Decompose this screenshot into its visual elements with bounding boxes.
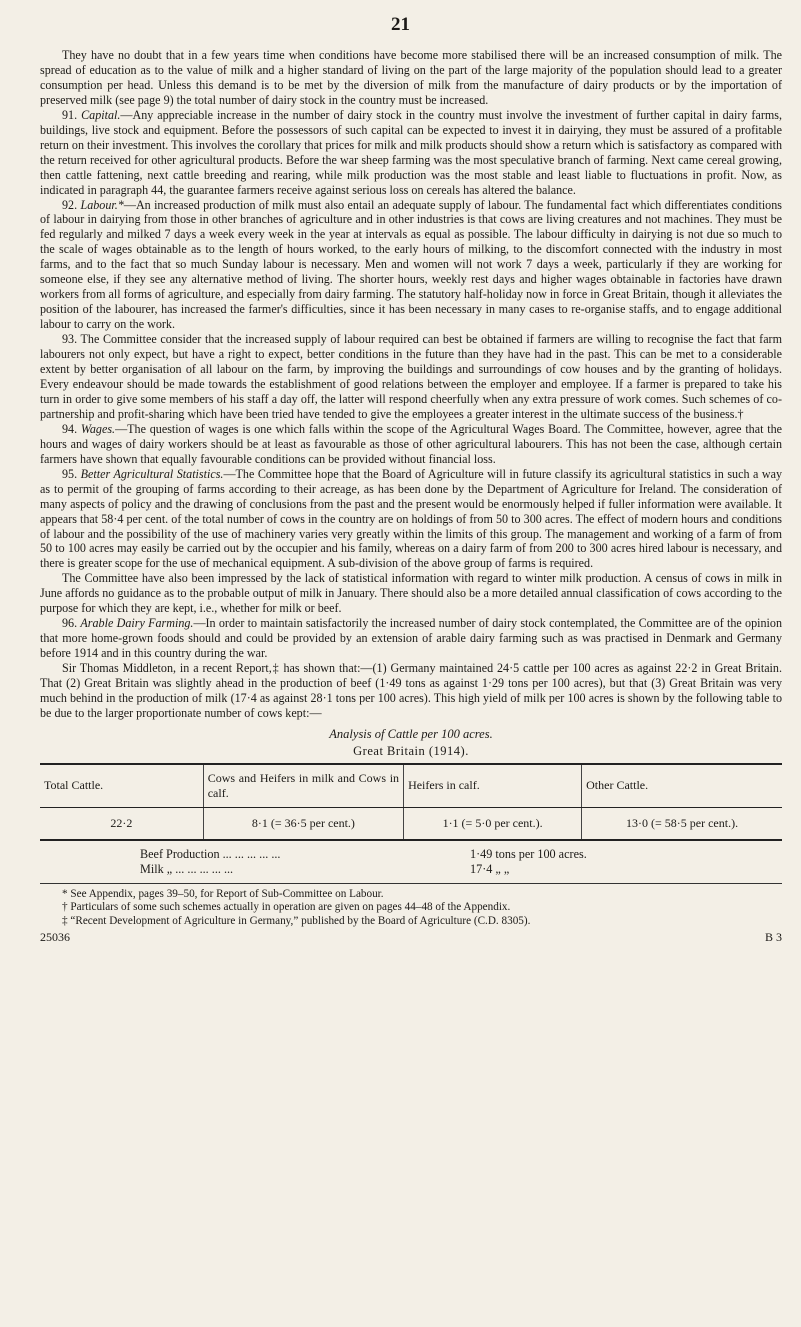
paragraph-96b: Sir Thomas Middleton, in a recent Report,‡ has shown that:—(1) Germany maintained 24·5 cattle per 100 acres as against 22·2 in Great Britain. That (2) Great Britain was slightly ahead in the production of beef (1·49 tons as against 1·29 tons per 100 acres), but that (3) Great Britain was very much behind in the production of milk (17·4 as against 28·1 tons per 100 acres). This high yield of milk per 100 acres is shown by the following table to be due to the larger proportionate number of cows kept:— xyxy=(40,661,782,720)
heading-statistics: Better Agricultural Statistics. xyxy=(80,466,224,481)
footnote: * See Appendix, pages 39–50, for Report of Sub-Committee on Labour. xyxy=(62,887,384,900)
paragraph-94: 94. Wages.—The question of wages is one which falls within the scope of the Agricultural Wages Board. The Committee, however, agree that the hours and wages of dairy workers should be at least as favourable as those of other agricultural labourers. This has not been the case, although certain farmers have shown that equally favourable conditions can be provided without financial loss. xyxy=(40,421,783,466)
heading-wages: Wages. xyxy=(80,421,116,436)
table-cell: 1·1 (= 5·0 per cent.). xyxy=(404,807,582,839)
page-number: 21 xyxy=(391,14,410,35)
paragraph-96: 96. Arable Dairy Farming.—In order to maintain satisfactorily the increased number of dairy stock contemplated, the Committee are of the opinion that more home-grown foods should and could be provided by an extension of arable dairy farming such as was practised in Denmark and Germany before 1914 and in this country during the war. xyxy=(40,616,782,661)
table-header: Cows and Heifers in milk and Cows in calf. xyxy=(203,764,403,807)
table-row xyxy=(40,807,782,839)
paragraph-91: 91. Capital.—Any appreciable increase in the number of dairy stock in the country must involve the investment of further capital in dairy farms, buildings, live stock and equipment. Before the possessors of such capital can be expected to invest it in dairying, they must be assured of a profitable return on their investment. This involves the corollary that prices for milk and milk products should show a return which is satisfactory as compared with the return received for other agricultural products. Before the war sheep farming was the most speculative branch of farming. Next came cereal growing, then cattle fattening, next cattle breeding and rearing, while milk production was the most stable and least liable to fluctuations in profit. Now, as indicated in paragraph 44, the guarantee farmers receive against serious loss on cereals has altered the balance. xyxy=(40,107,782,197)
heading-arable: Arable Dairy Farming. xyxy=(80,616,194,631)
table-subcaption: Great Britain (1914). xyxy=(353,743,469,758)
footnote: † Particulars of some such schemes actually in operation are given on pages 44–48 of the Appendix. xyxy=(62,901,511,914)
paragraph-95: 95. Better Agricultural Statistics.—The Committee hope that the Board of Agriculture will in future classify its agricultural statistics in such a way as to permit of the grouping of farms according to their acreage, as has been done by the Department of Agriculture for Ireland. The consideration of many aspects of policy and the drawing of conclusions from the past and the present would be enormously helped if fuller information were available. It appears that 58·4 per cent. of the total number of cows in the country are on holdings of from 50 to 300 acres. The effect of modern hours and conditions of labour and the possibility of the use of machinery varies very greatly within the limits of this group. The management and working of a farm of from 50 to 100 acres may easily be carried out by the occupier and his family, whereas on a dairy farm of from 200 to 300 acres hired labour is necessary, and there is greater scope for the use of mechanical equipment. A sub-division of the above group of farms is required. xyxy=(40,466,782,571)
body-text xyxy=(40,48,782,945)
heading-capital: Capital. xyxy=(81,107,121,122)
table-cell: 8·1 (= 36·5 per cent.) xyxy=(203,807,403,839)
footnotes xyxy=(40,888,782,929)
footnote: ‡ “Recent Development of Agriculture in Germany,” published by the Board of Agriculture (C.D. 8305). xyxy=(62,914,531,927)
table-caption: Analysis of Cattle per 100 acres. xyxy=(329,726,493,741)
heading-labour: Labour.* xyxy=(80,197,124,212)
table-header: Other Cattle. xyxy=(582,764,782,807)
table-cell: 22·2 xyxy=(40,807,203,839)
table-header: Heifers in calf. xyxy=(404,764,582,807)
table-header-row xyxy=(40,764,782,807)
paragraph-92: 92. Labour.*—An increased production of milk must also entail an adequate supply of labour. The fundamental fact which differentiates conditions of labour in dairying from those in other branches of agriculture and in other industries is that cows are living creatures and not machines. They must be fed regularly and milked 7 days a week every week in the year at intervals as equal as possible. The labour difficulty in dairying is not due so much to the scale of wages obtainable as to the length of hours worked, to the early hours of milking, to the discomfort connected with the industry in most farms, and to the fact that so much Sunday labour is necessary. Men and women will not work 7 days a week, particularly if they are working for someone else, if they see any alternative method of living. The shorter hours, weekly rest days and higher wages obtainable in factories have drawn workers from all forms of agriculture, and especially from dairy farming. The statutory half-holiday now in force in Great Britain, though it alleviates the position of the labourer, has increased the farmer's difficulties, since it has been necessary in many cases to re-organise staffs, and to engage additional labour to carry on the work. xyxy=(40,197,782,332)
paragraph-93: 93. The Committee consider that the increased supply of labour required can best be obtained if farmers are willing to recognise the fact that farm labourers not only expect, but have a right to expect, better conditions in the future than they have had in the past. This can be met to a considerable extent by better organisation of all labour on the farm, by improving the buildings and surroundings of cow houses and by the granting of holidays. Every endeavour should be made towards the establishment of good relations between the employer and employee. If a farmer is prepared to take his turn in order to give some members of his staff a day off, the latter will respond cheerfully when any extra pressure of work comes. Such schemes of co-partnership and profit-sharing which have been tried have tended to give the employees a greater interest in the ultimate success of the business.† xyxy=(40,332,782,421)
print-code: 25036 xyxy=(40,930,70,945)
production-row-milk: Milk „ ... ... ... ... ... 17·4 „ „ xyxy=(140,861,510,876)
table-header: Total Cattle. xyxy=(40,764,203,807)
table-cell: 13·0 (= 58·5 per cent.). xyxy=(582,807,782,839)
production-row-beef: Beef Production ... ... ... ... ... 1·49 tons per 100 acres. xyxy=(140,846,587,861)
page-footer xyxy=(40,930,782,945)
footnote-divider xyxy=(40,883,782,884)
signature-mark: B 3 xyxy=(764,930,782,945)
paragraph-95b: The Committee have also been impressed by the lack of statistical information with regard to winter milk production. A census of cows in milk in June affords no guidance as to the probable output of milk in January. There should also be a more detailed annual classification of cows according to the purpose for which they are kept, i.e., whether for milk or beef. xyxy=(40,571,782,616)
production-figures xyxy=(140,847,782,877)
paragraph-intro: They have no doubt that in a few years time when conditions have become more stabilised there will be an increased consumption of milk. The spread of education as to the value of milk and a higher standard of living on the part of the large majority of the population should lead to a greater consumption per head. Unless this demand is to be met by the diversion of milk from the manufacture of dairy products or by the importation of preserved milk (see page 9) the total number of dairy stock in the country must be increased. xyxy=(40,48,782,107)
cattle-table xyxy=(40,763,782,841)
